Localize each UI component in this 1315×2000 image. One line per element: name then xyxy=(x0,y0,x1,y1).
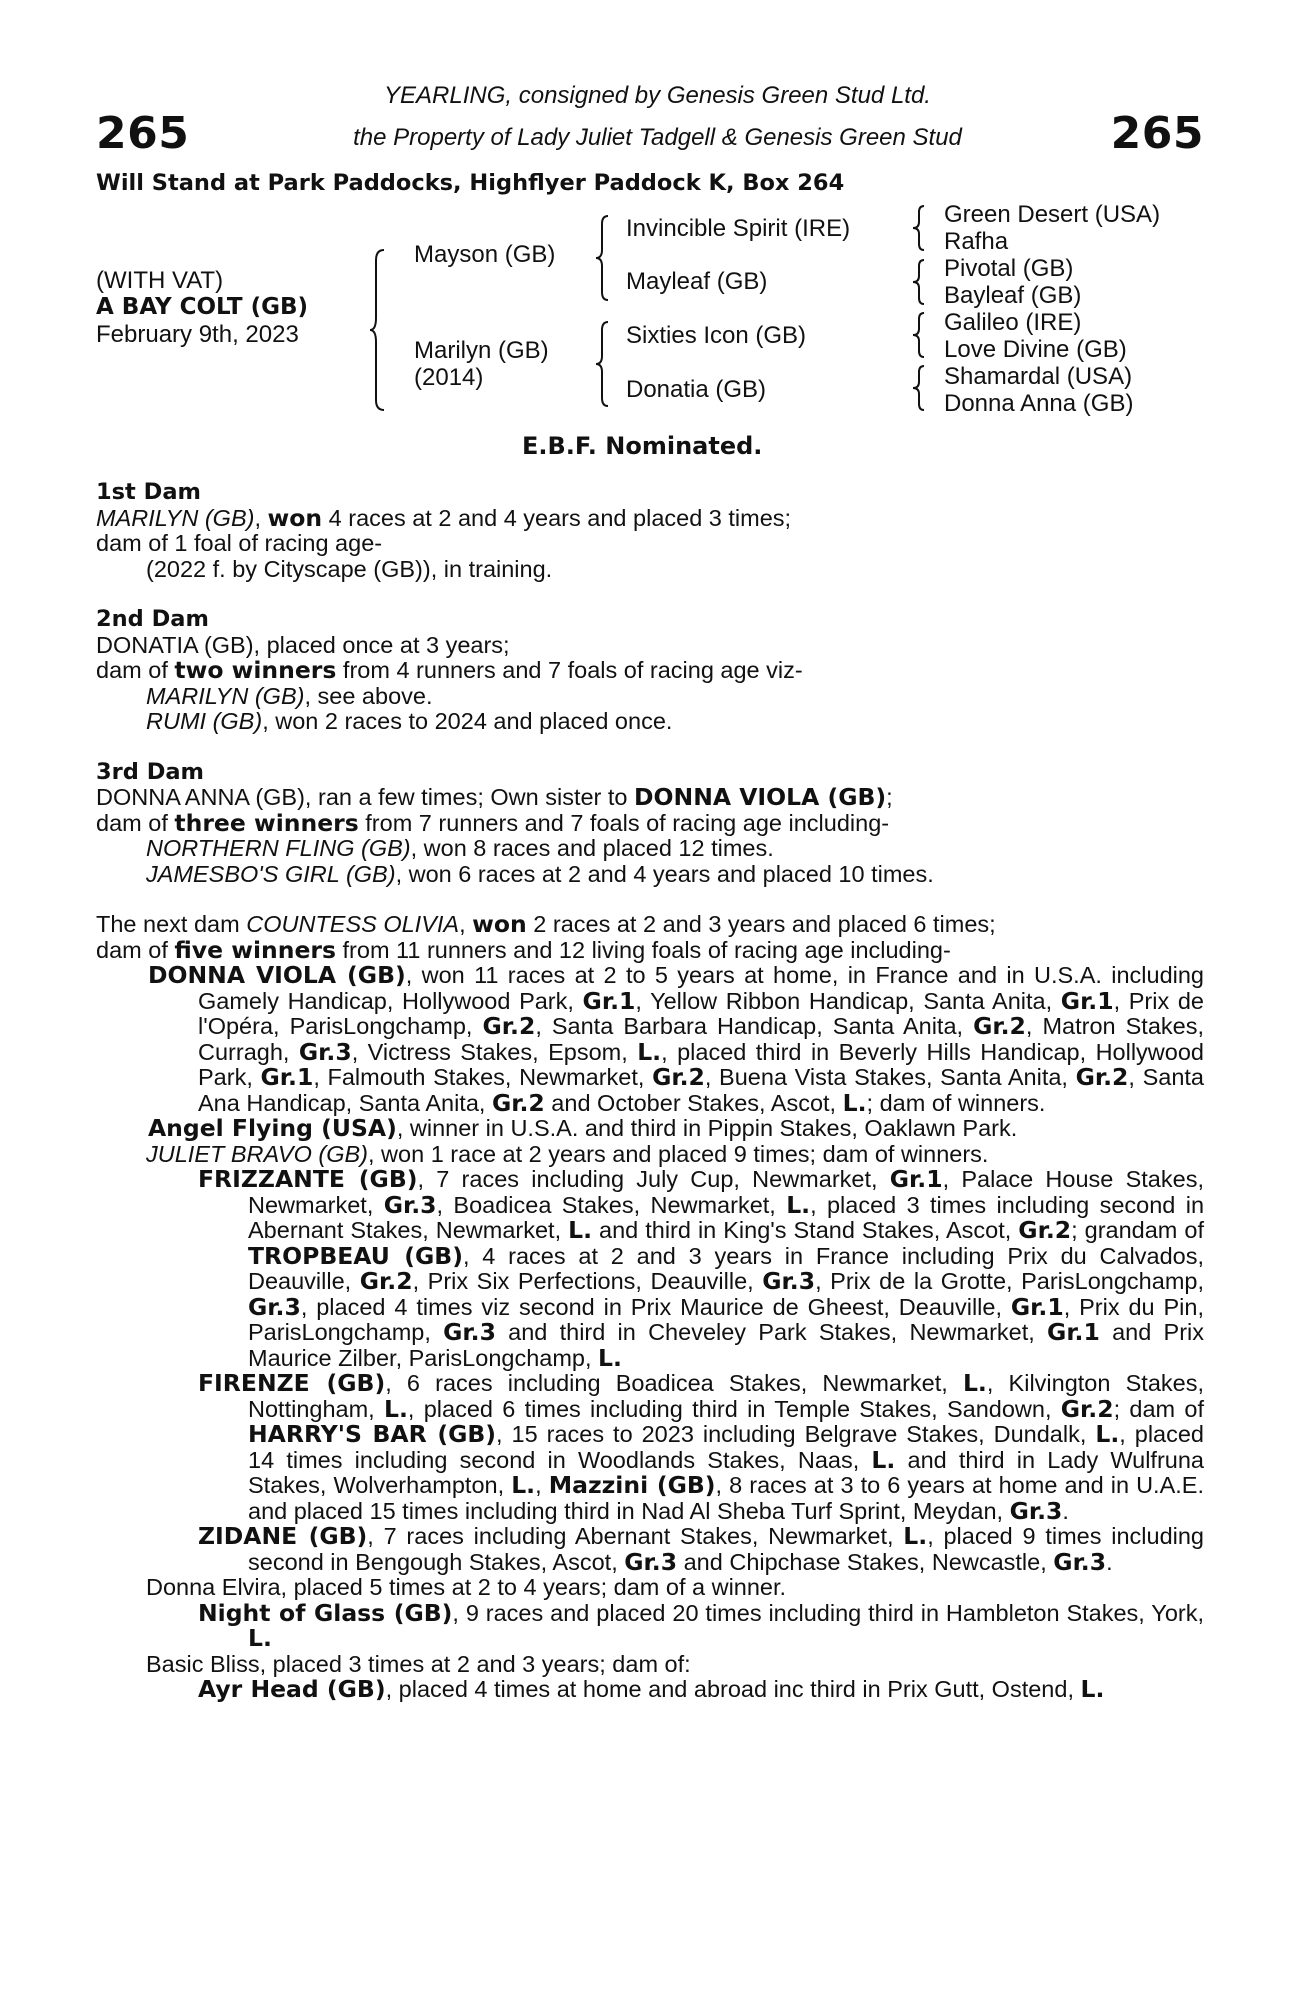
second-dam-heading: 2nd Dam xyxy=(96,606,209,632)
ggp-brace-3 xyxy=(913,313,927,357)
zidane-entry: ZIDANE (GB), 7 races including Abernant Stakes, Newmarket, L., placed 9 times including second in Bengough Stakes, Ascot, Gr.3 and Chipchase Stakes, Newcastle, Gr.3. xyxy=(198,1522,1204,1576)
property-line: the Property of Lady Juliet Tadgell & Genesis Green Stud xyxy=(353,124,962,151)
consignor-line: YEARLING, consigned by Genesis Green Stud Ltd. xyxy=(384,82,931,109)
firenze-entry: FIRENZE (GB), 6 races including Boadicea Stakes, Newmarket, L., Kilvington Stakes, Nottingham, L., placed 6 times including third in Temple Stakes, Sandown, Gr.2; dam of HARRY'S BAR (GB), 15 races to 2023 including Belgrave Stakes, Dundalk, L., placed 14 times including second in Woodlands Stakes, Naas, L. and third in Lady Wulfruna Stakes, Wolverhampton, L., Mazzini (GB), 8 races at 3 to 6 years at home and in U.A.E. and placed 15 times including third in Nad Al Sheba Turf Sprint, Meydan, Gr.3. xyxy=(198,1369,1204,1525)
dam-sire: Sixties Icon (GB) xyxy=(626,322,807,349)
sire-name: Mayson (GB) xyxy=(414,241,556,268)
ggp-brace-1 xyxy=(913,206,927,250)
catalogue-body: 1st Dam MARILYN (GB), won 4 races at 2 and 4 years and placed 3 times; dam of 1 foal of racing age- (2022 f. by Cityscape (GB)), in training. 2nd Dam DONATIA (GB), placed once at 3 years; dam of two winners from 4 runners and 7 foals of racing age viz- MARILYN (GB), see above. RUMI (GB), won 2 races to 2024 and placed once. 3rd Dam DONNA ANNA (GB), ran a few times; Own sister to DONNA VIOLA (GB); dam of three winners from 7 runners and 7 foals of racing age including- NORTHERN FLING (GB), won 8 races and placed 12 times. JAMESBO'S GIRL (GB), won 6 races at 2 and 4 years and placed 10 times. The next dam COUNTESS OLIVIA, won 2 races at 2 and 3 years and placed 6 times; dam of five winners from 11 runners and 12 living foals of racing age including- DONNA VIOLA (GB), won 11 races at 2 to 5 years at home, in France and in U.S.A. including Gamely Handicap, Hollywood Park, Gr.1, Yellow Ribbon Handicap, Santa Anita, Gr.1, Prix de l'Opéra, ParisLongchamp, Gr.2, Santa Barbara Handicap, Santa Anita, Gr.2, Matron Stakes, Curragh, Gr.3, Victress Stakes, Epsom, L., placed third in Beverly Hills Handicap, Hollywood Park, Gr.1, Falmouth Stakes, Newmarket, Gr.2, Buena Vista Stakes, Santa Anita, Gr.2, Santa Ana Handicap, Santa Anita, Gr.2 and October Stakes, Ascot, L.; dam of winners. Angel Flying (USA), winner in U.S.A. and third in Pippin Stakes, Oaklawn Park. JULIET BRAVO (GB), won 1 race at 2 years and placed 9 times; dam of winners. FRIZZANTE (GB), 7 races including July Cup, Newmarket, Gr.1, Palace House Stakes, Newmarket, Gr.3, Boadicea Stakes, Newmarket, L., placed 3 times including second in Abernant Stakes, Newmarket, L. and third in King's Stand Stakes, Ascot, Gr.2; grandam of TROPBEAU (GB), 4 races at 2 and 3 years in France including Prix du Calvados, Deauville, Gr.2, Prix Six Perfections, Deauville, Gr.3, Prix de la Grotte, ParisLongchamp, Gr.3, placed 4 times viz second in Prix Maurice de Gheest, Deauville, Gr.1, Prix du Pin, ParisLongchamp, Gr.3 and third in Cheveley Park Stakes, Newmarket, Gr.1 and Prix Maurice Zilber, ParisLongchamp, L. FIRENZE (GB), 6 races including Boadicea Stakes, Newmarket, L., Kilvington Stakes, Nottingham, L., placed 6 times including third in Temple Stakes, Sandown, Gr.2; dam of HARRY'S BAR (GB), 15 races to 2023 including Belgrave Stakes, Dundalk, L., placed 14 times including second in Woodlands Stakes, Naas, L. and third in Lady Wulfruna Stakes, Wolverhampton, L., Mazzini (GB), 8 races at 3 to 6 years at home and in U.A.E. and placed 15 times including third in Nad Al Sheba Turf Sprint, Meydan, Gr.3. ZIDANE (GB), 7 races including Abernant Stakes, Newmarket, L., placed 9 times including second in Bengough Stakes, Ascot, Gr.3 and Chipchase Stakes, Newcastle, Gr.3. Donna Elvira, placed 5 times at 2 to 4 years; dam of a winner. Night of Glass (GB), 9 races and placed 20 times including third in Hambleton Stakes, York, L. Basic Bliss, placed 3 times at 2 and 3 years; dam of: Ayr Head (GB), placed 4 times at home and abroad inc third in Prix Gutt, Ostend, L. xyxy=(96,479,1205,1703)
sire-brace xyxy=(596,216,612,300)
ggp-5: Galileo (IRE) xyxy=(944,309,1082,336)
foaling-date: February 9th, 2023 xyxy=(96,321,299,348)
ggp-brace-2 xyxy=(913,260,927,304)
ggp-3: Pivotal (GB) xyxy=(944,255,1074,282)
ggp-1: Green Desert (USA) xyxy=(944,201,1161,228)
parents-brace xyxy=(370,250,390,410)
lot-number-right: 265 xyxy=(1110,108,1204,159)
third-dam-text: DONNA ANNA (GB), ran a few times; Own sister to DONNA VIOLA (GB); xyxy=(96,783,893,811)
dam-brace xyxy=(596,322,612,406)
donna-viola-entry: DONNA VIOLA (GB), won 11 races at 2 to 5 years at home, in France and in U.S.A. including Gamely Handicap, Hollywood Park, Gr.1, Yellow Ribbon Handicap, Santa Anita, Gr.1, Prix de l'Opéra, ParisLongchamp, Gr.2, Santa Barbara Handicap, Santa Anita, Gr.2, Matron Stakes, Curragh, Gr.3, Victress Stakes, Epsom, L., placed third in Beverly Hills Handicap, Hollywood Park, Gr.1, Falmouth Stakes, Newmarket, Gr.2, Buena Vista Stakes, Santa Anita, Gr.2, Santa Ana Handicap, Santa Anita, Gr.2 and October Stakes, Ascot, L.; dam of winners. xyxy=(148,961,1204,1117)
dam-dam: Donatia (GB) xyxy=(626,376,767,403)
ggp-6: Love Divine (GB) xyxy=(944,336,1127,363)
third-dam-heading: 3rd Dam xyxy=(96,758,204,785)
frizzante-entry: FRIZZANTE (GB), 7 races including July Cup, Newmarket, Gr.1, Palace House Stakes, Newmarket, Gr.3, Boadicea Stakes, Newmarket, L., placed 3 times including second in Abernant Stakes, Newmarket, L. and third in King's Stand Stakes, Ascot, Gr.2; grandam of TROPBEAU (GB), 4 races at 2 and 3 years in France including Prix du Calvados, Deauville, Gr.2, Prix Six Perfections, Deauville, Gr.3, Prix de la Grotte, ParisLongchamp, Gr.3, placed 4 times viz second in Prix Maurice de Gheest, Deauville, Gr.1, Prix du Pin, ParisLongchamp, Gr.3 and third in Cheveley Park Stakes, Newmarket, Gr.1 and Prix Maurice Zilber, ParisLongchamp, L. xyxy=(198,1165,1205,1372)
location-line: Will Stand at Park Paddocks, Highflyer Paddock K, Box 264 xyxy=(96,170,845,196)
first-dam-heading: 1st Dam xyxy=(96,479,201,505)
sire-dam: Mayleaf (GB) xyxy=(626,268,768,295)
dam-name: Marilyn (GB) xyxy=(414,337,549,364)
second-dam-text: DONATIA (GB), placed once at 3 years; xyxy=(96,631,510,658)
ggp-8: Donna Anna (GB) xyxy=(944,390,1134,417)
dam-year: (2014) xyxy=(414,364,484,391)
vat-label: (WITH VAT) xyxy=(96,267,224,294)
ebf-nominated: E.B.F. Nominated. xyxy=(522,432,763,460)
ggp-7: Shamardal (USA) xyxy=(944,363,1133,390)
horse-name: A BAY COLT (GB) xyxy=(96,294,309,320)
sire-sire: Invincible Spirit (IRE) xyxy=(626,215,851,242)
ggp-4: Bayleaf (GB) xyxy=(944,282,1082,309)
next-dam-text: The next dam COUNTESS OLIVIA, won 2 races at 2 and 3 years and placed 6 times; xyxy=(96,910,996,938)
ggp-2: Rafha xyxy=(944,228,1009,255)
first-dam-text: MARILYN (GB), won 4 races at 2 and 4 years and placed 3 times; xyxy=(96,503,792,532)
ggp-brace-4 xyxy=(913,366,927,410)
lot-number-left: 265 xyxy=(96,108,190,159)
